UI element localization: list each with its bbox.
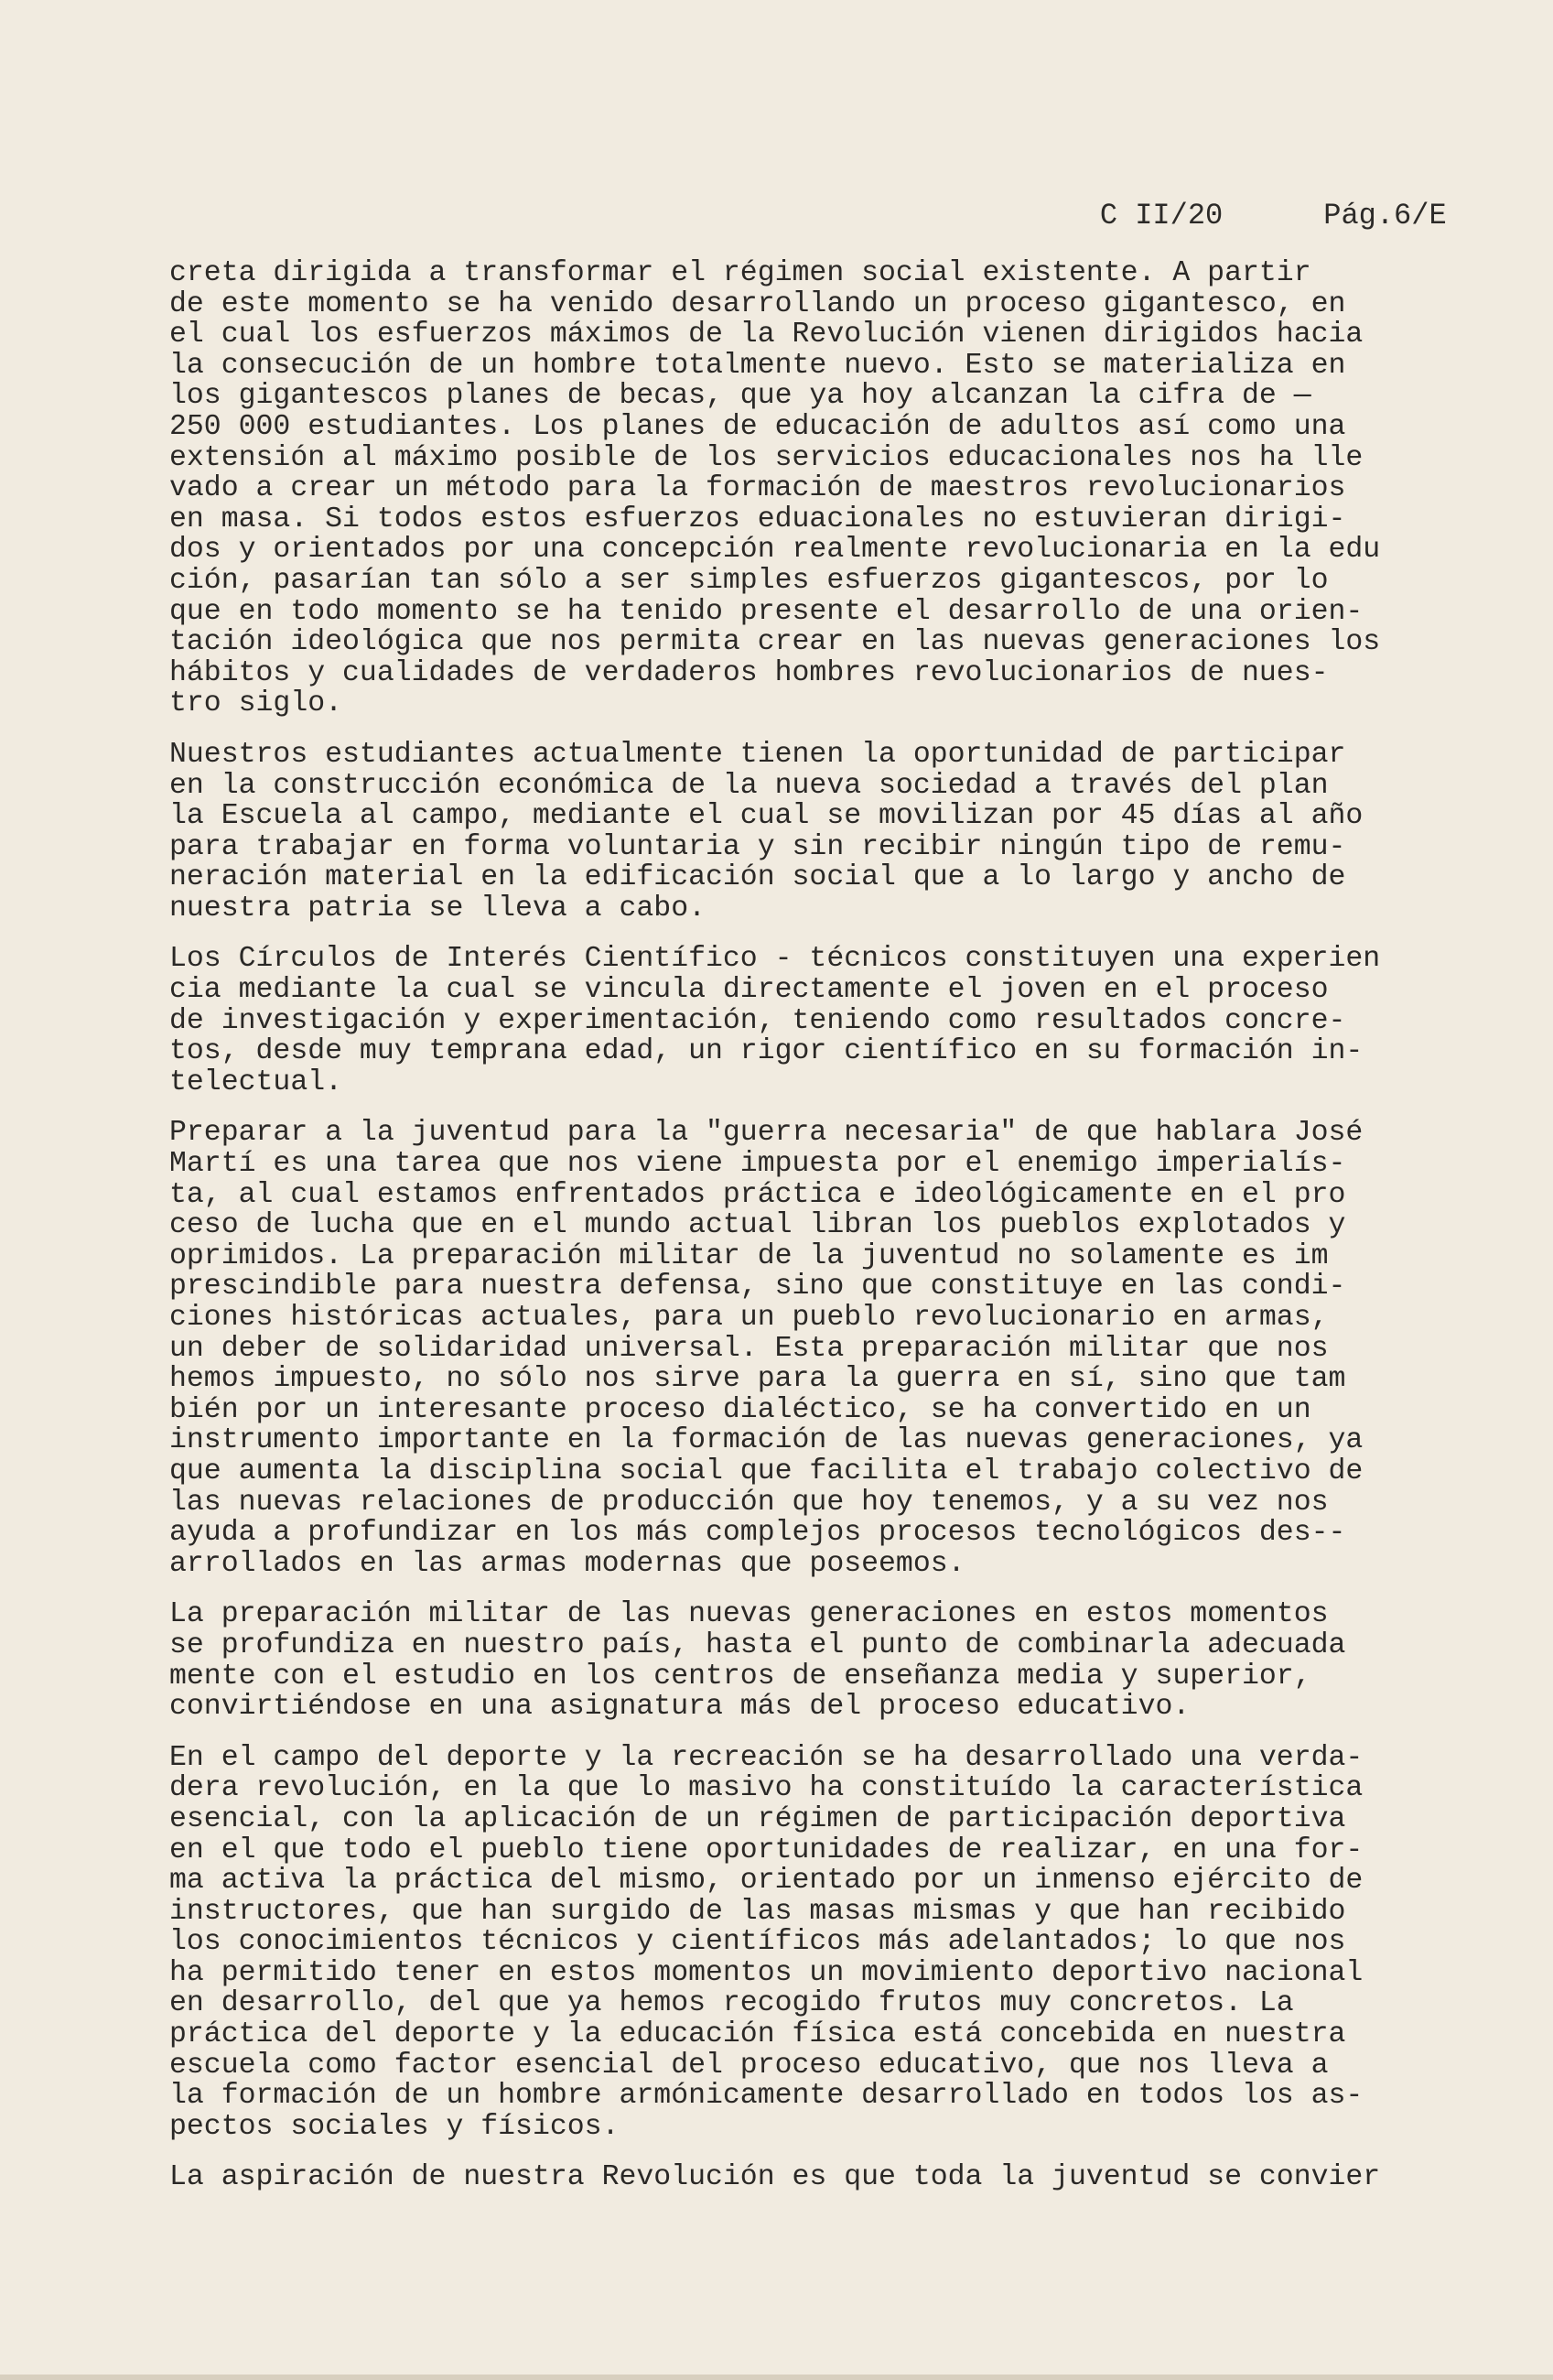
text-line: la consecución de un hombre totalmente nuevo. Esto se materializa en (169, 349, 1346, 382)
text-line: ha permitido tener en estos momentos un movimiento deportivo nacional (169, 1956, 1364, 1989)
text-line: 250 000 estudiantes. Los planes de educación de adultos así como una (169, 410, 1346, 443)
paragraph (169, 944, 1496, 1098)
text-line: en masa. Si todos estos esfuerzos eduacionales no estuvieran dirigi- (169, 503, 1346, 536)
text-line: Preparar a la juventud para la "guerra necesaria" de que hablara José (169, 1117, 1364, 1150)
text-line: que en todo momento se ha tenido presente el desarrollo de una orien- (169, 595, 1364, 628)
text-line: ma activa la práctica del mismo, orientado por un inmenso ejército de (169, 1865, 1364, 1898)
text-line: creta dirigida a transformar el régimen social existente. A partir (169, 257, 1311, 289)
text-line: ciones históricas actuales, para un pueblo revolucionario en armas, (169, 1302, 1329, 1334)
text-line: esencial, con la aplicación de un régimen de participación deportiva (169, 1802, 1346, 1835)
text-line: cia mediante la cual se vincula directamente el joven en el proceso (169, 974, 1329, 1007)
paragraph (169, 1118, 1496, 1579)
text-line: En el campo del deporte y la recreación se ha desarrollado una verda- (169, 1741, 1364, 1774)
text-line: La preparación militar de las nuevas generaciones en estos momentos (169, 1598, 1329, 1631)
text-line: los conocimientos técnicos y científicos más adelantados; lo que nos (169, 1926, 1346, 1959)
text-line: ayuda a profundizar en los más complejos procesos tecnológicos des-- (169, 1517, 1346, 1550)
text-line: escuela como factor esencial del proceso educativo, que nos lleva a (169, 2049, 1329, 2082)
text-line: práctica del deporte y la educación física está concebida en nuestra (169, 2018, 1346, 2051)
text-line: neración material en la edificación social que a lo largo y ancho de (169, 861, 1346, 894)
text-line: oprimidos. La preparación militar de la juventud no solamente es im (169, 1239, 1329, 1272)
text-line: telectual. (169, 1066, 343, 1098)
paragraph (169, 258, 1496, 719)
text-line: ta, al cual estamos enfrentados práctica e ideológicamente en el pro (169, 1178, 1346, 1211)
text-line: pectos sociales y físicos. (169, 2110, 620, 2143)
text-line: arrollados en las armas modernas que poseemos. (169, 1547, 965, 1580)
text-line: los gigantescos planes de becas, que ya hoy alcanzan la cifra de — (169, 380, 1311, 413)
text-line: vado a crear un método para la formación de maestros revolucionarios (169, 472, 1346, 505)
page-edge (0, 2375, 1553, 2380)
paragraph (169, 1599, 1496, 1722)
page-number: Pág.6/E (1323, 199, 1447, 233)
text-line: tro siglo. (169, 687, 343, 720)
text-line: las nuevas relaciones de producción que hoy tenemos, y a su vez nos (169, 1486, 1329, 1519)
text-line: convirtiéndose en una asignatura más del proceso educativo. (169, 1691, 1191, 1724)
text-line: ción, pasarían tan sólo a ser simples esfuerzos gigantescos, por lo (169, 564, 1329, 597)
text-line: La aspiración de nuestra Revolución es que toda la juventud se convier (169, 2161, 1381, 2194)
text-line: nuestra patria se lleva a cabo. (169, 892, 706, 925)
text-line: instrumento importante en la formación de las nuevas generaciones, ya (169, 1424, 1364, 1457)
text-line: se profundiza en nuestro país, hasta el punto de combinarla adecuada (169, 1628, 1346, 1661)
text-line: el cual los esfuerzos máximos de la Revolución vienen dirigidos hacia (169, 319, 1364, 352)
text-line: en el que todo el pueblo tiene oportunidades de realizar, en una for- (169, 1834, 1364, 1866)
text-line: en la construcción económica de la nueva sociedad a través del plan (169, 769, 1329, 802)
text-line: dos y orientados por una concepción realmente revolucionaria en la edu (169, 534, 1381, 567)
text-line: la Escuela al campo, mediante el cual se movilizan por 45 días al año (169, 800, 1364, 833)
page-header (1030, 165, 1447, 266)
text-line: tos, desde muy temprana edad, un rigor científico en su formación in- (169, 1035, 1364, 1068)
text-line: de investigación y experimentación, teniendo como resultados concre- (169, 1004, 1346, 1037)
text-line: prescindible para nuestra defensa, sino que constituye en las condi- (169, 1271, 1346, 1304)
paragraph (169, 740, 1496, 925)
text-line: instructores, que han surgido de las masas mismas y que han recibido (169, 1895, 1346, 1928)
text-line: dera revolución, en la que lo masivo ha constituído la característica (169, 1772, 1364, 1805)
text-line: hemos impuesto, no sólo nos sirve para la guerra en sí, sino que tam (169, 1363, 1346, 1396)
text-line: bién por un interesante proceso dialéctico, se ha convertido en un (169, 1393, 1311, 1426)
text-line: Los Círculos de Interés Científico - técnicos constituyen una experien (169, 943, 1381, 976)
document-reference: C II/20 (1099, 199, 1224, 233)
text-line: Nuestros estudiantes actualmente tienen la oportunidad de participar (169, 738, 1346, 771)
text-line: la formación de un hombre armónicamente desarrollado en todos los as- (169, 2080, 1364, 2113)
text-line: mente con el estudio en los centros de enseñanza media y superior, (169, 1660, 1311, 1693)
text-line: tación ideológica que nos permita crear en las nuevas generaciones los (169, 626, 1381, 659)
text-line: un deber de solidaridad universal. Esta preparación militar que nos (169, 1332, 1329, 1365)
text-line: que aumenta la disciplina social que facilita el trabajo colectivo de (169, 1455, 1364, 1488)
document-body (169, 258, 1496, 2213)
text-line: ceso de lucha que en el mundo actual libran los pueblos explotados y (169, 1209, 1346, 1242)
text-line: en desarrollo, del que ya hemos recogido frutos muy concretos. La (169, 1987, 1294, 2020)
paragraph (169, 2162, 1496, 2193)
text-line: hábitos y cualidades de verdaderos hombres revolucionarios de nues- (169, 656, 1329, 689)
paragraph (169, 1743, 1496, 2143)
text-line: Martí es una tarea que nos viene impuesta por el enemigo imperialís- (169, 1148, 1346, 1181)
text-line: para trabajar en forma voluntaria y sin recibir ningún tipo de remu- (169, 830, 1346, 863)
text-line: de este momento se ha venido desarrollando un proceso gigantesco, en (169, 287, 1346, 320)
text-line: extensión al máximo posible de los servicios educacionales nos ha lle (169, 441, 1364, 474)
